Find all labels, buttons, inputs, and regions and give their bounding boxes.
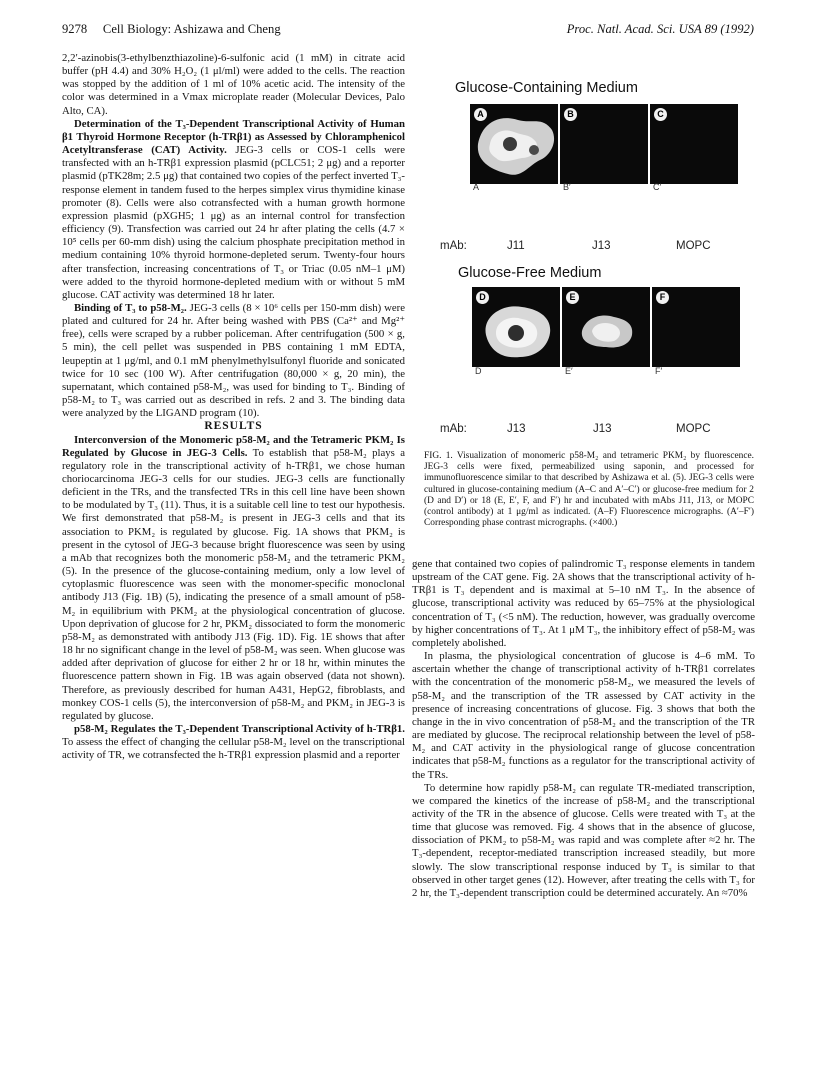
paragraph: To determine how rapidly p58-M₂ can regulate TR-mediated transcription, we compared the kinetics of the increase of p58-M₂ and the transcriptional activity of the TR in the absence of glucose. Cells were treated with T₃ at the time that glucose was removed. Fig. 4 shows that in the absence of glucose, dissociation of PKM₂ to p58-M₂ was rapid and was complete after ≈2 hr. The T₃-dependent, receptor-mediated transcription increased steadily, but more slowly. The slow transcriptional response induced by T₃ is similar to that observed in other target genes (12). However, after treating the cells with T₃ for 2 hr, the T₃-dependent transcription could be determined accurately. An ≈70% xyxy=(412,781,755,899)
paragraph-text: JEG-3 cells (8 × 10⁶ cells per 150-mm dish) were plated and cultured for 24 hr. After being washed with PBS (Ca²⁺ and Mg²⁺ free), cells were scraped by a rubber policeman. After centrifugation (500 × g, 5 min), the cell pellet was suspended in PBS containing 1 mM EDTA, leupeptin at 1 μg/ml, and 0.1 mM phenylmethylsulfonyl fluoride and sonicated twice for 10 sec (100 W). After centrifugation (80,000 × g, 20 min), the supernatant, which contained p58-M₂, was used for binding to T₃. Binding of p58-M₂ to T₃ was carried out as described in refs. 2 and 3. The binding data were analyzed by the LIGAND program (10). xyxy=(62,301,405,420)
phase-contrast-label: E′ xyxy=(565,366,573,376)
section-heading: p58-M₂ Regulates the T₃-Dependent Transcriptional Activity of h-TRβ1. xyxy=(74,722,405,735)
header-left: 9278 Cell Biology: Ashizawa and Cheng xyxy=(62,22,281,36)
running-header xyxy=(62,22,754,38)
panel-label: D xyxy=(476,291,489,304)
paragraph xyxy=(62,118,405,302)
paragraph: In plasma, the physiological concentration of glucose is 4–6 mM. To ascertain whether the change of transcriptional activity of h-TRβ1 correlates with the concentration of the monomeric p58-M₂, we measured the levels of p58-M₂ and the transcription of the TR assessed by CAT activity in the presence of increasing concentrations of glucose. Fig. 3 shows that both the change in the in vivo concentration of p58-M₂ and the transcription of the TR are mediated by glucose. The reciprocal relationship between the level of p58-M₂ and CAT activity in the physiological range of glucose concentration indicates that p58-M₂ functions as a regulator for the transcriptional activity of the TRs. xyxy=(412,650,755,781)
micrograph-panel-e xyxy=(562,287,650,367)
micrograph-panel-f xyxy=(652,287,740,367)
paragraph: 2,2′-azinobis(3-ethylbenzthiazoline)-6-sulfonic acid (1 mM) in citrate acid buffer (pH 4.4) and 30% H₂O₂ (1 μl/ml) were added to the cells. The reaction was stopped by the addition of 1 ml of 10% acetic acid. The intensity of the color was determined in a Vmax microplate reader (Molecular Devices, Palo Alto, CA). xyxy=(62,52,405,117)
micrograph-panel-d xyxy=(472,287,560,367)
panel-label: C xyxy=(654,108,667,121)
paragraph-text: JEG-3 cells or COS-1 cells were transfected with an h-TRβ1 expression plasmid (pCLC51; 2 μg) and a reporter plasmid (pTK28m; 2.5 μg) that contained two copies of the perfect inverted T₃-response element in tandem fused to the herpes simplex virus thymidine kinase promoter (8). Cells were also cotransfected with a human growth hormone expression plasmid (pXGH5; 1 μg) as an internal control for transfection efficiency (9). Transfection was carried out 24 hr after plating the cells (4.7 × 10⁵ cells per 60-mm dish) using the calcium phosphate precipitation method in medium containing 10% thyroid hormone-depleted serum. Twenty-four hours after transfection, increasing concentrations of T₃ or Triac (0.05 nM–1 μM) were added to the thyroid hormone-depleted medium with or without 5 mM glucose. CAT activity was determined 18 hr later. xyxy=(62,144,405,301)
mab-name: J13 xyxy=(592,240,611,252)
paragraph-text: To assess the effect of changing the cellular p58-M₂ level on the transcriptional activity of TR, we cotransfected the h-TRβ1 expression plasmid and a reporter xyxy=(62,736,405,762)
section-heading: Binding of T₃ to p58-M₂. xyxy=(74,301,187,314)
mab-name: MOPC xyxy=(676,423,711,435)
left-column xyxy=(62,52,405,762)
right-column xyxy=(412,558,755,900)
figure-title-glucose-containing: Glucose-Containing Medium xyxy=(455,80,638,96)
paragraph xyxy=(62,434,405,723)
micrograph-panel-b xyxy=(560,104,648,184)
mab-name: J13 xyxy=(507,423,526,435)
paragraph-text: To establish that p58-M₂ plays a regulatory role in the transcriptional activity of h-TRβ1, we chose human choriocarcinoma JEG-3 cells for our studies. JEG-3 cells are functionally deficient in the TRs, and the transfected TRs in this cell line have been shown to be modulated by T₃ (11). Thus, it is a suitable cell line to test our hypothesis. We first demonstrated that p58-M₂ is present in JEG-3 cells and that its association to PKM₂ is regulated by glucose. Fig. 1A shows that PKM₂ is present in the cytosol of JEG-3 because bright fluorescence was seen by using a mAb that recognizes both the monomeric p58-M₂ and the tetrameric PKM₂ (5). In the presence of the glucose-containing medium, only a low level of cytoplasmic fluorescence was seen with the monomer-specific monoclonal antibody J13 (Fig. 1B) (5), indicating the presence of a small amount of p58-M₂ in equilibrium with PKM₂ at the physiological concentration of glucose. Upon deprivation of glucose for 2 hr, PKM₂ dissociated to form the monomeric p58-M₂ as demonstrated with antibody J13 (Fig. 1D). Fig. 1E shows that after 18 hr no significant change in the level of p58-M₂ was seen. When glucose was added after deprivation of glucose for either 2 hr or 18 hr, within minutes the fluorescence pattern shown in Fig. 1B was again observed (data not shown). Therefore, as previously described for human A431, HepG2, fibroblasts, and monkey COS-1 cells (5), the interconversion of p58-M₂ and PKM₂ in JEG-3 is regulated by glucose. xyxy=(62,446,405,722)
panel-label: B xyxy=(564,108,577,121)
paragraph xyxy=(62,723,405,762)
paragraph: gene that contained two copies of palindromic T₃ response elements in tandem upstream of the CAT gene. Fig. 2A shows that the transcriptional activity of h-TRβ1 is T₃ dependent and is maximal at 5–10 nM T₃. In the absence of glucose, transcriptional activity was reduced by 65–75% at the physiological concentration of T₃ (<5 nM). The reduction, however, was gradually overcome by higher concentrations of T₃. At 1 μM T₃, the inhibitory effect of p58-M₂ was completely abolished. xyxy=(412,558,755,649)
phase-contrast-label: A xyxy=(473,182,480,192)
phase-contrast-label: C′ xyxy=(653,182,662,192)
mab-label: mAb: xyxy=(440,240,467,252)
mab-label: mAb: xyxy=(440,423,467,435)
panel-label: E xyxy=(566,291,579,304)
panel-label: A xyxy=(474,108,487,121)
figure-caption xyxy=(424,451,754,529)
mab-name: J13 xyxy=(593,423,612,435)
section-heading: Interconversion of the Monomeric p58-M₂ and the Tetrameric PKM₂ Is Regulated by Glucose in JEG-3 Cells. xyxy=(62,433,405,459)
header-right: Proc. Natl. Acad. Sci. USA 89 (1992) xyxy=(566,22,754,36)
figure-title-glucose-free: Glucose-Free Medium xyxy=(458,265,602,281)
caption-text: FIG. 1. Visualization of monomeric p58-M₂ and tetrameric PKM₂ by fluorescence. JEG-3 cells were fixed, permeabilized using saponin, and processed for immunofluorescence similar to that described by Ashizawa et al. (5). JEG-3 cells were cultured in glucose-containing medium (A–C and A′–C′) or glucose-free medium for 2 (D and D′) or 18 (E, E′, F, and F′) hr and incubated with mAbs J11, J13, or MOPC (control antibody) at 1 μg/ml as indicated. (A–F) Fluorescence micrographs. (A′–F′) Corresponding phase contrast micrographs. (×400.) xyxy=(424,451,754,529)
paragraph xyxy=(62,302,405,420)
mab-name: MOPC xyxy=(676,240,711,252)
micrograph-panel-c xyxy=(650,104,738,184)
results-heading: RESULTS xyxy=(204,420,263,433)
phase-contrast-label: D xyxy=(475,366,482,376)
phase-contrast-label: B′ xyxy=(563,182,571,192)
panel-label: F xyxy=(656,291,669,304)
section-heading: Determination of the T₃-Dependent Transcriptional Activity of Human β1 Thyroid Hormone Receptor (h-TRβ1) as Assessed by Chloramphenicol Acetyltransferase (CAT) Activity. xyxy=(62,117,405,157)
phase-contrast-label: F′ xyxy=(655,366,663,376)
mab-name: J11 xyxy=(507,240,525,252)
micrograph-panel-a xyxy=(470,104,558,184)
